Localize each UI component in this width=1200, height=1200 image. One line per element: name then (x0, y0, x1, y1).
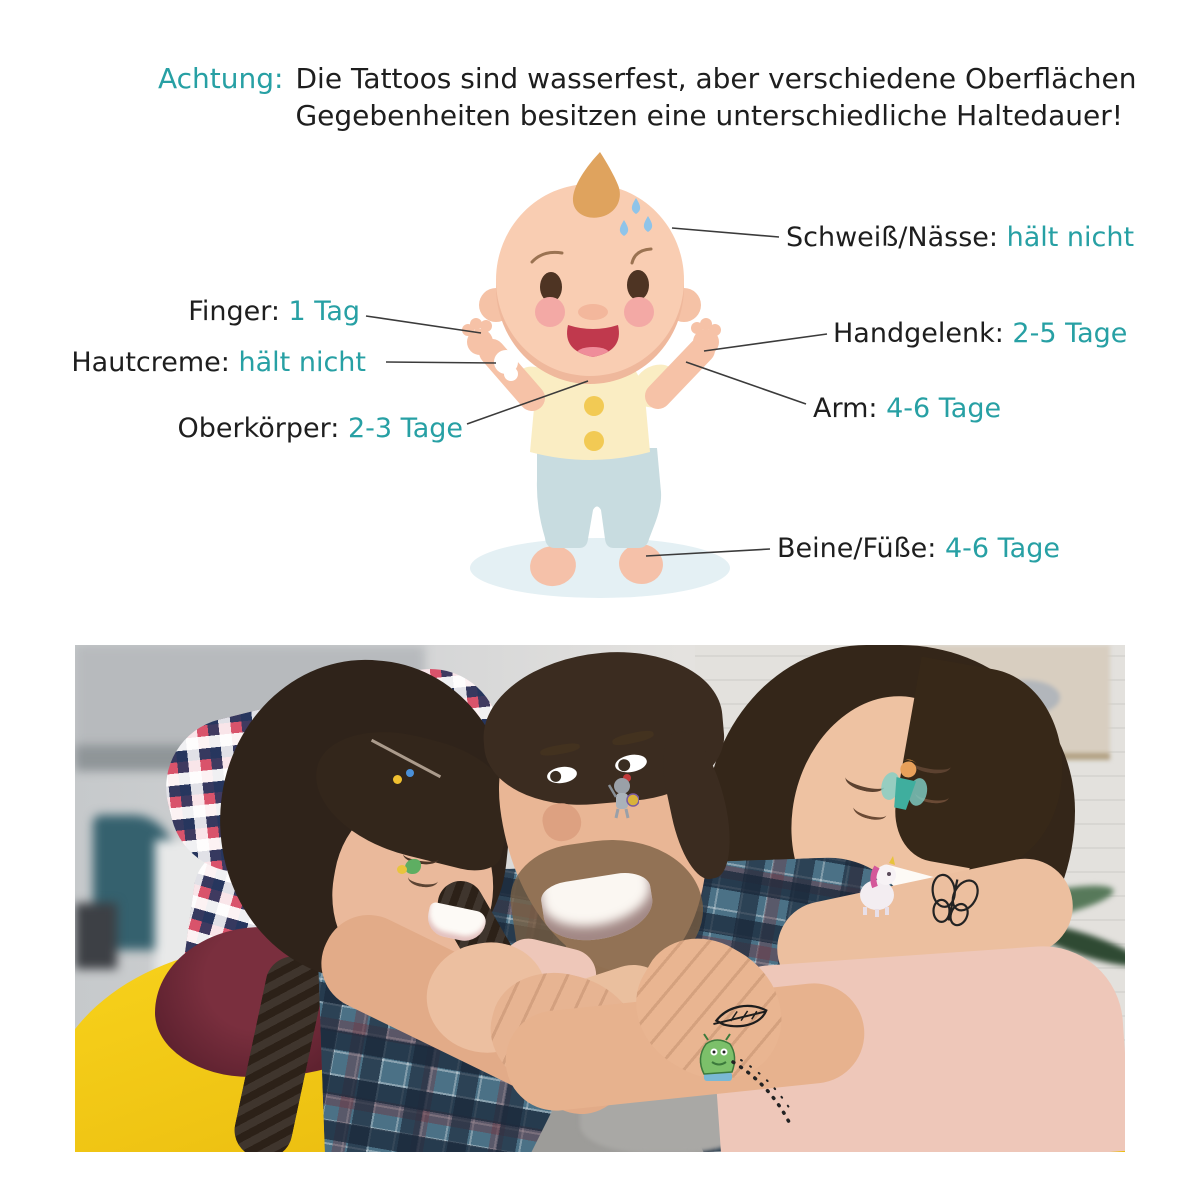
baby-right-hand (691, 318, 721, 355)
dark-object (75, 903, 117, 969)
label-finger: Finger: 1 Tag (188, 296, 360, 327)
sticker-yellow (393, 775, 402, 784)
baby-right-arm (658, 350, 702, 396)
cheek-tattoo-green (405, 859, 421, 874)
label-oberkoerper: Oberkörper: 2-3 Tage (177, 413, 463, 444)
baby-pants (537, 448, 661, 548)
shirt-button-1 (584, 396, 604, 416)
attention-label: Achtung: (158, 62, 284, 95)
family-photo (75, 645, 1125, 1152)
unicorn-tattoo (853, 855, 903, 919)
label-beine-fuesse: Beine/Füße: 4-6 Tage (777, 533, 1060, 564)
sticker-blue (406, 769, 414, 777)
baby-illustration (440, 140, 760, 600)
floor-shadow (470, 538, 730, 598)
baby-left-hand (462, 318, 493, 355)
father-pupil-2 (617, 758, 631, 772)
daughter-sticker-tattoos (393, 769, 419, 785)
father-pupil (549, 770, 561, 782)
header-text: Die Tattoos sind wasserfest, aber verschiedene Oberflächen Gegebenheiten besitzen eine unterschiedliche Haltedauer! (295, 62, 1137, 132)
hair-tuft (573, 152, 620, 218)
knight-tattoo (605, 773, 639, 821)
cheek-tattoo-yellow (397, 865, 407, 874)
daughter-cheek-tattoo (397, 859, 423, 877)
right-cheek (624, 297, 654, 327)
shirt-button-2 (584, 431, 604, 451)
paw-bracelet-tattoo (725, 1058, 797, 1126)
header-warning (158, 60, 1136, 134)
right-eye (627, 270, 649, 300)
label-hautcreme: Hautcreme: hält nicht (71, 347, 366, 378)
label-arm: Arm: 4-6 Tage (813, 393, 1002, 424)
nose (578, 304, 608, 320)
label-schweiss-naesse: Schweiß/Nässe: hält nicht (786, 222, 1135, 253)
left-cheek (535, 297, 565, 327)
label-handgelenk: Handgelenk: 2-5 Tage (833, 318, 1128, 349)
